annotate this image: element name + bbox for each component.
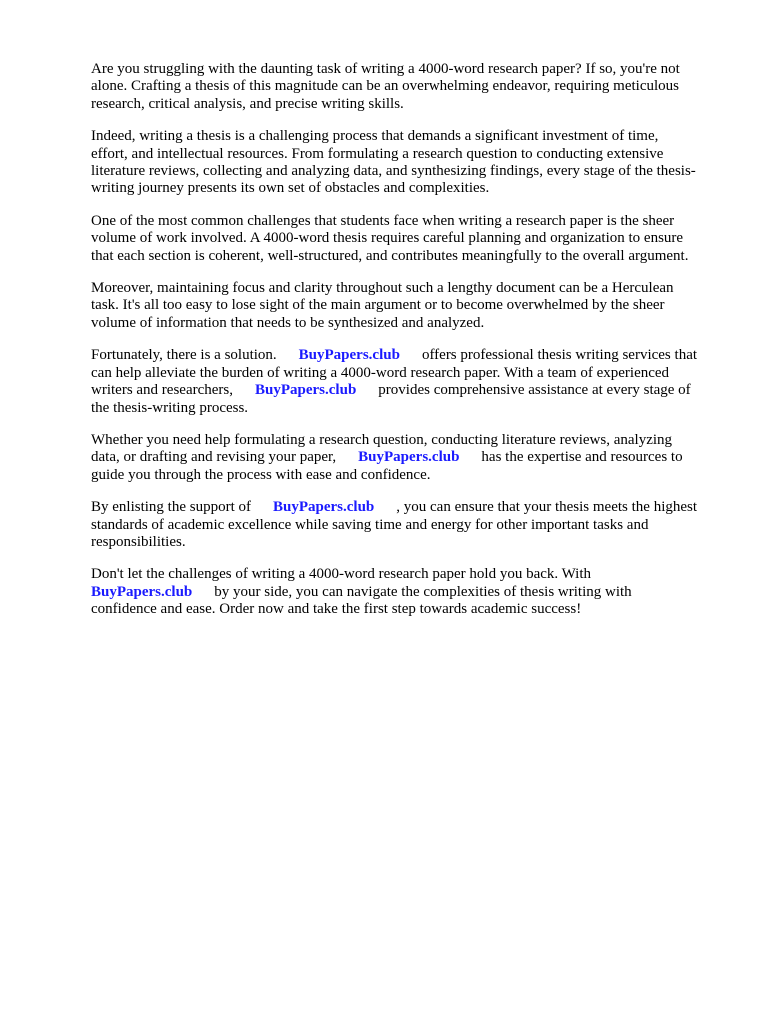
- text-line: [91, 499, 731, 516]
- paragraph-challenge: [91, 128, 731, 198]
- paragraph-solution: [91, 347, 731, 417]
- text-line: [91, 347, 731, 364]
- text-line: guide you through the process with ease and confidence.: [91, 466, 431, 483]
- text-line: [91, 382, 731, 399]
- text-line: literature reviews, collecting and analyzing data, and synthesizing findings, every stage of the thesis-: [91, 163, 696, 180]
- buypapers-link[interactable]: BuyPapers.club: [255, 382, 357, 399]
- text-line: the thesis-writing process.: [91, 399, 249, 416]
- text-segment: has the expertise and resources to: [481, 449, 683, 466]
- text-line: standards of academic excellence while saving time and energy for other important tasks and: [91, 516, 649, 533]
- text-line: [91, 584, 731, 601]
- paragraph-closing: [91, 566, 731, 618]
- text-line: Indeed, writing a thesis is a challenging process that demands a significant investment of time,: [91, 128, 659, 145]
- text-segment: , you can ensure that your thesis meets the highest: [396, 499, 698, 516]
- text-line: Are you struggling with the daunting task of writing a 4000-word research paper? If so, you're not: [91, 61, 680, 77]
- text-segment: provides comprehensive assistance at every stage of: [378, 382, 691, 399]
- paragraph-focus: [91, 280, 731, 332]
- text-segment: by your side, you can navigate the complexities of thesis writing with: [214, 583, 632, 600]
- text-line: alone. Crafting a thesis of this magnitude can be an overwhelming endeavor, requiring meticulous: [91, 78, 679, 95]
- text-segment: offers professional thesis writing services that: [421, 347, 698, 364]
- text-line: responsibilities.: [91, 533, 186, 550]
- text-line: research, critical analysis, and precise writing skills.: [91, 95, 404, 112]
- text-line: One of the most common challenges that students face when writing a research paper is the sheer: [91, 212, 675, 229]
- text-line: volume of work involved. A 4000-word thesis requires careful planning and organization to ensure: [91, 230, 684, 247]
- text-segment: writers and researchers,: [91, 382, 234, 399]
- buypapers-link[interactable]: BuyPapers.club: [91, 583, 193, 600]
- paragraph-expertise: [91, 432, 731, 484]
- document-page: [91, 61, 731, 634]
- text-line: Don't let the challenges of writing a 4000-word research paper hold you back. With: [91, 566, 592, 583]
- text-segment: data, or drafting and revising your paper,: [91, 449, 337, 466]
- text-line: writing journey presents its own set of obstacles and complexities.: [91, 180, 490, 197]
- text-line: that each section is coherent, well-structured, and contributes meaningfully to the overall argument.: [91, 247, 689, 264]
- text-line: Moreover, maintaining focus and clarity throughout such a lengthy document can be a Herculean: [91, 280, 674, 297]
- buypapers-link[interactable]: BuyPapers.club: [298, 347, 400, 364]
- paragraph-support: [91, 499, 731, 551]
- text-line: volume of information that needs to be synthesized and analyzed.: [91, 314, 485, 331]
- text-segment: Fortunately, there is a solution.: [91, 347, 277, 364]
- text-line: effort, and intellectual resources. From formulating a research question to conducting extensive: [91, 145, 664, 162]
- text-line: Whether you need help formulating a research question, conducting literature reviews, analyzing: [91, 431, 673, 448]
- paragraph-volume: [91, 213, 731, 265]
- buypapers-link[interactable]: BuyPapers.club: [358, 449, 460, 466]
- buypapers-link[interactable]: BuyPapers.club: [273, 499, 375, 516]
- paragraph-intro: [91, 61, 731, 113]
- text-line: confidence and ease. Order now and take the first step towards academic success!: [91, 601, 582, 618]
- text-line: can help alleviate the burden of writing a 4000-word research paper. With a team of experienced: [91, 364, 670, 381]
- text-line: [91, 449, 731, 466]
- text-line: task. It's all too easy to lose sight of the main argument or to become overwhelmed by the sheer: [91, 297, 665, 314]
- text-segment: By enlisting the support of: [91, 499, 251, 516]
